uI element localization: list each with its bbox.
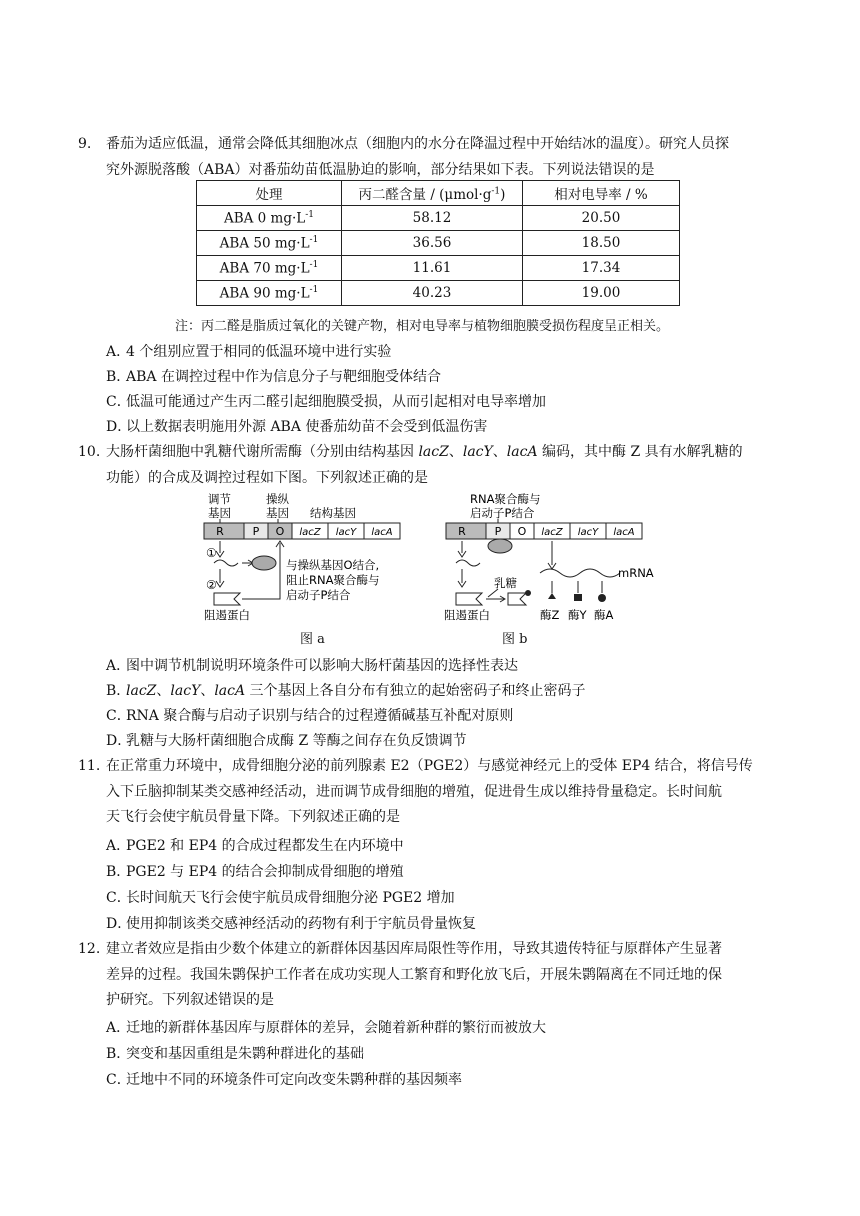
stem-line: 建立者效应是指由少数个体建立的新群体因基因库局限性等作用，导致其遗传特征与原群体产生显著 [106,941,722,957]
step-1-marker: ① [206,546,217,560]
question-number: 10. [78,444,101,460]
mrna-squiggle [456,560,480,566]
option-a[interactable]: A．图中调节机制说明环境条件可以影响大肠杆菌基因的选择性表达 [106,658,518,674]
mrna-label: mRNA [618,566,654,580]
label-structural-gene: 结构基因 [310,506,356,520]
table-note: 注：丙二醛是脂质过氧化的关键产物，相对电导率与植物细胞膜受损伤程度呈正相关。 [175,319,670,334]
stem-line: 护研究。下列叙述错误的是 [106,992,274,1008]
rna-polymerase-shape [488,539,512,553]
table-cell: 11.61 [342,256,523,281]
table-row [197,231,680,256]
table-cell: 20.50 [523,206,680,231]
polymerase-shape [252,556,276,570]
option-a[interactable]: A．PGE2 和 EP4 的合成过程都发生在内环境中 [106,838,404,854]
table-cell: 40.23 [342,281,523,306]
question-number: 11. [78,758,101,774]
table-cell: ABA 70 $mg\cdot L^{-1}$ [197,256,342,281]
gene-name: lacA [506,444,538,460]
aba-data-table [196,180,680,306]
mrna-squiggle [214,560,238,566]
gene-name: lacZ [126,683,157,699]
enzyme-a-shape [598,594,606,602]
table-header: 处理 [197,181,342,206]
figure-a-diagram [198,491,430,623]
inactive-repressor-shape [508,593,526,605]
stem-line: 在正常重力环境中，成骨细胞分泌的前列腺素 E2（PGE2）与感觉神经元上的受体 EP4 结合，将信号传 [106,758,753,774]
gene-p-label: P [252,525,260,538]
figure-b-title-line: 启动子P结合 [470,506,535,520]
table-header: 丙二醛含量 / $(\mu mol\cdot g^{-1})$ [342,181,523,206]
annotation-line: 启动子P结合 [286,588,351,602]
gene-lacz-label: lacZ [541,527,563,538]
table-cell: 18.50 [523,231,680,256]
enzyme-y-shape [574,594,582,601]
question-number: 12. [78,941,101,957]
option-a[interactable]: A．迁地的新群体基因库与原群体的差异，会随着新种群的繁衍而被放大 [106,1020,546,1036]
label-regulator-gene-2: 基因 [208,506,231,520]
stem-line: 天飞行会使宇航员骨量下降。下列叙述正确的是 [106,809,400,825]
table-row [197,206,680,231]
mrna-strand [540,569,620,577]
option-d[interactable]: D．使用抑制该类交感神经活动的药物有利于宇航员骨量恢复 [106,916,476,932]
gene-name: lacY [170,683,201,699]
gene-o-label: O [275,525,285,538]
gene-laca-label: lacA [371,527,393,538]
arrow [488,589,498,597]
binding-arrow [242,543,280,599]
gene-r-label: R [458,525,466,538]
label-regulator-gene-1: 调节 [208,492,231,506]
gene-box-r [446,523,486,539]
repressor-shape [456,593,482,605]
figure-b-title-line: RNA聚合酶与 [470,492,541,506]
table-header-row [197,181,680,206]
table-row [197,281,680,306]
option-d[interactable]: D．以上数据表明施用外源 ABA 使番茄幼苗不会受到低温伤害 [106,419,488,435]
repressor-label: 阻遏蛋白 [444,608,490,622]
enzyme-z-label: 酶Z [540,608,560,622]
enzyme-a-label: 酶A [594,608,614,622]
stem-line: 究外源脱落酸（ABA）对番茄幼苗低温胁迫的影响，部分结果如下表。下列说法错误的是 [106,161,655,178]
stem-line: 入下丘脑抑制某类交感神经活动，进而调节成骨细胞的增殖，促进骨生成以维持骨量稳定。长时间航 [106,783,722,800]
lactose-label: 乳糖 [494,576,517,590]
lactose-dot [525,590,531,596]
gene-box-r [204,523,244,539]
label-operator-gene-2: 基因 [266,506,289,520]
question-11-stem [78,754,778,831]
option-b[interactable]: B．突变和基因重组是朱鹮种群进化的基础 [106,1046,364,1062]
gene-lacy-label: lacY [335,527,357,538]
table-row [197,256,680,281]
annotation-line: 与操纵基因O结合, [286,558,380,572]
option-c[interactable]: C．迁地中不同的环境条件可定向改变朱鹮种群的基因频率 [106,1072,462,1088]
table-cell: ABA 50 $mg\cdot L^{-1}$ [197,231,342,256]
option-a[interactable]: A．4 个组别应置于相同的低温环境中进行实验 [106,344,392,360]
figure-b-caption: 图 b [502,632,528,647]
table-header: 相对电导率 / % [523,181,680,206]
table-cell: ABA 90 $mg\cdot L^{-1}$ [197,281,342,306]
table-cell: ABA 0 $mg\cdot L^{-1}$ [197,206,342,231]
gene-name: lacA [214,683,246,699]
enzyme-z-shape [548,593,556,599]
gene-r-label: R [216,525,224,538]
figure-a-caption: 图 a [300,632,325,647]
enzyme-y-label: 酶Y [568,608,587,622]
table-cell: 19.00 [523,281,680,306]
table-cell: 17.34 [523,256,680,281]
option-b[interactable]: B．PGE2 与 EP4 的结合会抑制成骨细胞的增殖 [106,864,404,880]
question-9-stem [78,132,778,183]
gene-o-label: O [517,525,527,538]
gene-lacy-label: lacY [577,527,599,538]
gene-lacz-label: lacZ [299,527,321,538]
question-number: 9. [78,136,92,152]
stem-line: 功能）的合成及调控过程如下图。下列叙述正确的是 [106,469,428,486]
option-c[interactable]: C．长时间航天飞行会使宇航员成骨细胞分泌 PGE2 增加 [106,890,455,906]
repressor-label: 阻遏蛋白 [204,608,250,622]
option-b[interactable]: B．lacZ、lacY、lacA 三个基因上各自分布有独立的起始密码子和终止密码子 [106,683,586,699]
question-12-stem [78,937,778,1014]
table-cell: 58.12 [342,206,523,231]
option-b[interactable]: B．ABA 在调控过程中作为信息分子与靶细胞受体结合 [106,369,441,385]
annotation-line: 阻止RNA聚合酶与 [286,573,380,587]
option-c[interactable]: C．低温可能通过产生丙二醛引起细胞膜受损，从而引起相对电导率增加 [106,394,546,410]
repressor-shape [214,593,240,605]
stem-line: 番茄为适应低温，通常会降低其细胞冰点（细胞内的水分在降温过程中开始结冰的温度）。研究人员探 [106,136,729,152]
gene-p-label: P [494,525,502,538]
stem-line: 差异的过程。我国朱鹮保护工作者在成功实现人工繁育和野化放飞后，开展朱鹮隔离在不同迁地的保 [106,966,722,983]
figure-b-diagram [440,491,672,623]
gene-name: lacY [462,444,493,460]
step-2-marker: ② [206,578,217,592]
question-10-stem: 10. 大肠杆菌细胞中乳糖代谢所需酶（分别由结构基因 lacZ、lacY、lacA 编码，其中酶 Z 具有水解乳糖的 功能）的合成及调控过程如下图。下列叙述正确的是 [78,440,778,491]
table-cell: 36.56 [342,231,523,256]
gene-name: lacZ [418,444,449,460]
option-d[interactable]: D．乳糖与大肠杆菌细胞合成酶 Z 等酶之间存在负反馈调节 [106,733,467,749]
gene-laca-label: lacA [613,527,635,538]
label-operator-gene-1: 操纵 [266,492,289,506]
option-c[interactable]: C．RNA 聚合酶与启动子识别与结合的过程遵循碱基互补配对原则 [106,708,514,724]
